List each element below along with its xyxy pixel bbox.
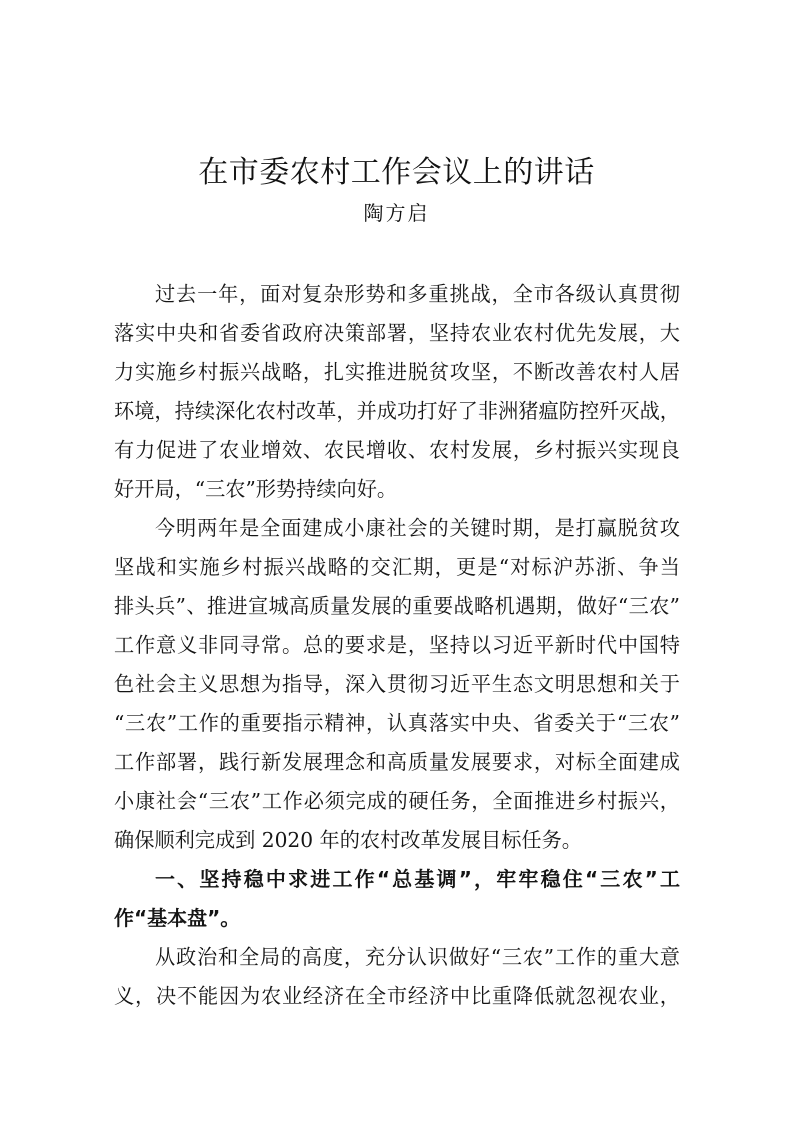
- section-heading-line: 一、坚持稳中求进工作“总基调”，牢牢稳住“三农”工: [155, 867, 680, 891]
- text-line: 过去一年，面对复杂形势和多重挑战，全市各级认真贯彻: [155, 282, 680, 306]
- text-line: 从政治和全局的高度，充分认识做好“三农”工作的重大意: [155, 945, 680, 969]
- text-line: 小康社会“三农”工作必须完成的硬任务，全面推进乡村振兴，: [114, 789, 680, 813]
- text-line: 环境，持续深化农村改革，并成功打好了非洲猪瘟防控歼灭战，: [114, 399, 680, 423]
- text-line: 坚战和实施乡村振兴战略的交汇期，更是“对标沪苏浙、争当: [114, 555, 680, 579]
- text-line: 义，决不能因为农业经济在全市经济中比重降低就忽视农业，: [114, 984, 680, 1008]
- text-line: 今明两年是全面建成小康社会的关键时期，是打赢脱贫攻: [155, 516, 680, 540]
- text-line: 色社会主义思想为指导，深入贯彻习近平生态文明思想和关于: [114, 672, 680, 696]
- document-author: 陶方启: [363, 201, 430, 225]
- document-title: 在市委农村工作会议上的讲话: [198, 155, 595, 190]
- text-line: 工作部署，践行新发展理念和高质量发展要求，对标全面建成: [114, 750, 680, 774]
- document-body: [114, 275, 680, 1016]
- text-line: 确保顺利完成到 2020 年的农村改革发展目标任务。: [114, 828, 582, 852]
- text-line: 排头兵”、推进宣城高质量发展的重要战略机遇期，做好“三农”: [114, 594, 680, 618]
- text-line: 有力促进了农业增效、农民增收、农村发展，乡村振兴实现良: [114, 438, 680, 462]
- text-line: 工作意义非同寻常。总的要求是，坚持以习近平新时代中国特: [114, 633, 680, 657]
- text-line: 好开局，“三农”形势持续向好。: [114, 477, 398, 501]
- text-line: 力实施乡村振兴战略，扎实推进脱贫攻坚，不断改善农村人居: [114, 360, 680, 384]
- section-heading-line: 作“基本盘”。: [114, 906, 241, 930]
- text-line: “三农”工作的重要指示精神，认真落实中央、省委关于“三农”: [114, 711, 680, 735]
- text-line: 落实中央和省委省政府决策部署，坚持农业农村优先发展，大: [114, 321, 680, 345]
